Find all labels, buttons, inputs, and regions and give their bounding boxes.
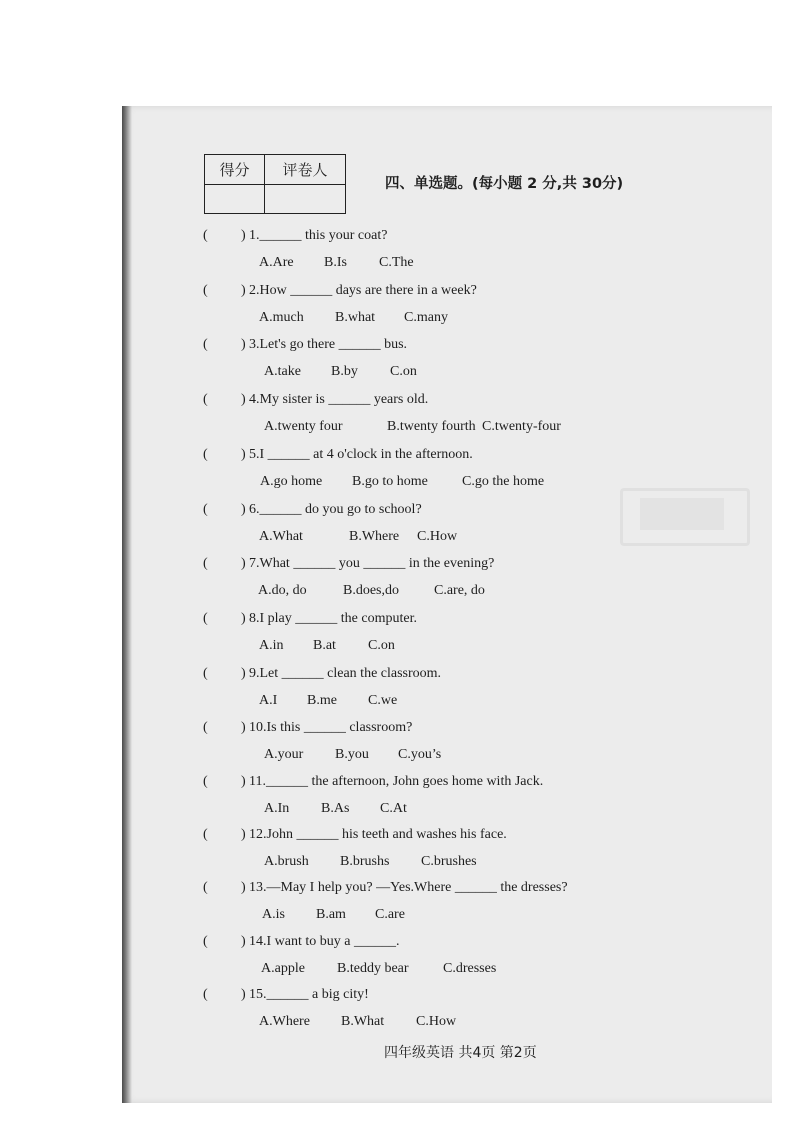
option-b: B.what [335,310,376,325]
option-a: A.twenty four [264,419,343,434]
answer-paren-open[interactable]: ( [203,611,208,626]
answer-paren-open[interactable]: ( [203,392,208,407]
question-text: 11.______ the afternoon, John goes home with Jack. [249,774,544,789]
option-c: C.At [380,801,407,816]
question-text: 3.Let's go there ______ bus. [249,337,408,352]
option-b: B.As [321,801,350,816]
answer-paren-close: ) [241,228,246,243]
option-a: A.is [262,907,285,922]
question-text: 6.______ do you go to school? [249,502,422,517]
answer-paren-close: ) [241,447,246,462]
answer-paren-close: ) [241,987,246,1002]
answer-paren-close: ) [241,880,246,895]
question-text: 5.I ______ at 4 o'clock in the afternoon. [249,447,473,462]
answer-paren-close: ) [241,502,246,517]
option-c: C.brushes [421,854,477,869]
answer-paren-open[interactable]: ( [203,502,208,517]
answer-paren-close: ) [241,283,246,298]
option-b: B.by [331,364,358,379]
option-a: A.Where [259,1014,310,1029]
section-title: 四、单选题。(每小题 2 分,共 30分) [385,176,624,192]
option-b: B.does,do [343,583,399,598]
option-c: C.many [404,310,448,325]
answer-paren-close: ) [241,556,246,571]
option-c: C.The [379,255,414,270]
answer-paren-open[interactable]: ( [203,880,208,895]
option-a: A.do, do [258,583,307,598]
answer-paren-close: ) [241,666,246,681]
question-text: 4.My sister is ______ years old. [249,392,429,407]
option-b: B.teddy bear [337,961,409,976]
option-c: C.twenty-four [482,419,561,434]
answer-paren-open[interactable]: ( [203,283,208,298]
answer-paren-open[interactable]: ( [203,228,208,243]
option-a: A.What [259,529,303,544]
option-c: C.go the home [462,474,545,489]
answer-paren-open[interactable]: ( [203,987,208,1002]
answer-paren-close: ) [241,827,246,842]
question-text: 12.John ______ his teeth and washes his face. [249,827,507,842]
answer-paren-close: ) [241,392,246,407]
option-c: C.are, do [434,583,485,598]
answer-paren-open[interactable]: ( [203,934,208,949]
question-text: 7.What ______ you ______ in the evening? [249,556,495,571]
option-b: B.at [313,638,336,653]
option-c: C.are [375,907,405,922]
option-b: B.you [335,747,369,762]
answer-paren-close: ) [241,720,246,735]
option-c: C.How [417,529,458,544]
answer-paren-open[interactable]: ( [203,827,208,842]
paper-sheet [122,106,772,1103]
option-b: B.me [307,693,337,708]
question-text: 13.—May I help you? —Yes.Where ______ the dresses? [249,880,568,895]
bleed-through-mark [640,498,724,530]
answer-paren-open[interactable]: ( [203,337,208,352]
option-b: B.Where [349,529,400,544]
option-a: A.go home [260,474,323,489]
question-text: 9.Let ______ clean the classroom. [249,666,442,681]
question-text: 15.______ a big city! [249,987,369,1002]
answer-paren-close: ) [241,611,246,626]
option-c: C.on [368,638,395,653]
score-header: 得分 [205,155,265,185]
answer-paren-close: ) [241,934,246,949]
question-text: 14.I want to buy a ______. [249,934,400,949]
option-b: B.am [316,907,346,922]
answer-paren-open[interactable]: ( [203,556,208,571]
question-text: 1.______ this your coat? [249,228,388,243]
option-a: A.Are [259,255,294,270]
option-a: A.your [264,747,304,762]
option-b: B.What [341,1014,385,1029]
option-c: C.dresses [443,961,497,976]
answer-paren-open[interactable]: ( [203,666,208,681]
option-c: C.we [368,693,398,708]
option-a: A.apple [261,961,305,976]
option-c: C.on [390,364,417,379]
option-a: A.in [259,638,284,653]
option-c: C.you’s [398,747,442,762]
score-cell [205,185,265,213]
option-b: B.go to home [352,474,428,489]
option-a: A.In [264,801,290,816]
answer-paren-close: ) [241,337,246,352]
grader-cell [265,185,345,213]
option-a: A.much [259,310,304,325]
option-c: C.How [416,1014,457,1029]
option-b: B.twenty fourth [387,419,476,434]
question-text: 8.I play ______ the computer. [249,611,417,626]
option-a: A.brush [264,854,309,869]
question-text: 10.Is this ______ classroom? [249,720,413,735]
answer-paren-open[interactable]: ( [203,774,208,789]
option-b: B.Is [324,255,347,270]
answer-paren-open[interactable]: ( [203,447,208,462]
option-b: B.brushs [340,854,390,869]
option-a: A.I [259,693,278,708]
answer-paren-open[interactable]: ( [203,720,208,735]
answer-paren-close: ) [241,774,246,789]
question-text: 2.How ______ days are there in a week? [249,283,477,298]
page-footer: 四年级英语 共4页 第2页 [384,1045,537,1061]
score-box [204,154,346,214]
option-a: A.take [264,364,301,379]
grader-header: 评卷人 [265,155,345,185]
